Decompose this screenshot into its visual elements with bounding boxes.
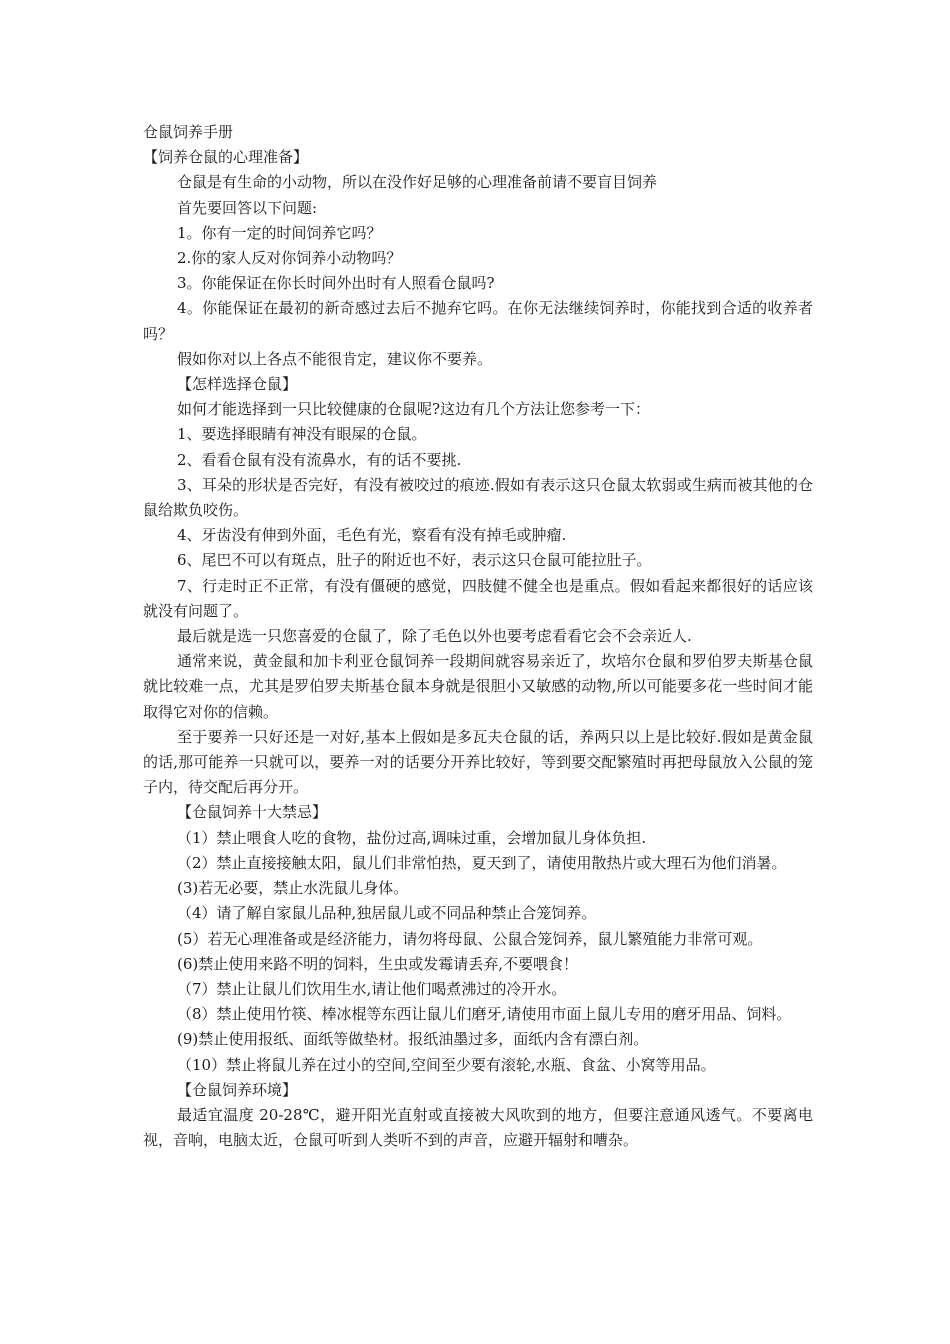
text-line: 如何才能选择到一只比较健康的仓鼠呢?这边有几个方法让您参考一下： [177,400,651,419]
text-line: 2、看看仓鼠有没有流鼻水，有的话不要挑. [177,450,462,469]
text-line: (9)禁止使用报纸、面纸等做垫材。报纸油墨过多，面纸内含有漂白剂。 [177,1030,649,1049]
paragraph: 4。你能保证在最初的新奇感过去后不抛弃它吗。在你无法继续饲养时，你能找到合适的收养者吗？ [143,299,813,343]
paragraph: 最适宜温度 20-28℃，避开阳光直射或直接被大风吹到的地方，但要注意通风透气。不要离电视，音响，电脑太近，仓鼠可听到人类听不到的声音，应避开辐射和嘈杂。 [143,1105,813,1150]
text-line: （7）禁止让鼠儿们饮用生水,请让他们喝煮沸过的冷开水。 [177,979,567,998]
document-body [143,120,813,1153]
text-line: 2.你的家人反对你饲养小动物吗？ [177,249,402,268]
paragraph: (5）若无心理准备或是经济能力，请勿将母鼠、公鼠合笼饲养，鼠儿繁殖能力非常可观。 [177,929,763,948]
text-line: （4）请了解自家鼠儿品种,独居鼠儿或不同品种禁止合笼饲养。 [177,904,597,923]
text-line: （10）禁止将鼠儿养在过小的空间,空间至少要有滚轮,水瓶、食盆、小窝等用品。 [177,1055,716,1074]
text-line: 仓鼠是有生命的小动物，所以在没作好足够的心理准备前请不要盲目饲养 [177,173,658,192]
text-line: 1、要选择眼睛有神没有眼屎的仓鼠。 [177,425,427,444]
text-line: 1。你有一定的时间饲养它吗？ [177,223,382,242]
text-line: 最后就是选一只您喜爱的仓鼠了，除了毛色以外也要考虑看看它会不会亲近人. [177,627,692,646]
paragraph: 3、耳朵的形状是否完好，有没有被咬过的痕迹.假如有表示这只仓鼠太软弱或生病而被其他的仓鼠给欺负咬伤。 [143,475,813,520]
text-line: 4、牙齿没有伸到外面，毛色有光，察看有没有掉毛或肿瘤. [177,526,567,545]
text-line: 首先要回答以下问题: [177,198,318,217]
text-line: 6、尾巴不可以有斑点，肚子的附近也不好，表示这只仓鼠可能拉肚子。 [177,551,652,570]
paragraph: 7、行走时正不正常，有没有僵硬的感觉，四肢健不健全也是重点。假如看起来都很好的话应该就没有问题了。 [143,576,813,620]
text-line: 3。你能保证在你长时间外出时有人照看仓鼠吗? [177,274,495,293]
paragraph: （8）禁止使用竹筷、棒冰棍等东西让鼠儿们磨牙,请使用市面上鼠儿专用的磨牙用品、饲料。 [177,1005,792,1024]
paragraph: 通常来说，黄金鼠和加卡利亚仓鼠饲养一段期间就容易亲近了，坎培尔仓鼠和罗伯罗夫斯基仓鼠就比较难一点，尤其是罗伯罗夫斯基仓鼠本身就是很胆小又敏感的动物,所以可能要多花一些时间才能取得它对你的信赖。 [143,652,813,721]
text-line: 【仓鼠饲养环境】 [177,1080,298,1099]
document-content [143,145,813,1153]
text-line: (6)禁止使用来路不明的饲料，生虫或发霉请丢弃,不要喂食！ [177,954,579,973]
paragraph: 至于要养一只好还是一对好,基本上假如是多瓦夫仓鼠的话，养两只以上是比较好.假如是黄金鼠的话,那可能养一只就可以，要养一对的话要分开养比较好，等到要交配繁殖时再把母鼠放入公鼠的笼子内，待交配后再分开。 [143,727,813,797]
text-line: (3)若无必要，禁止水洗鼠儿身体。 [177,879,409,898]
section-heading: 【饲养仓鼠的心理准备】 [143,148,309,167]
text-line: 【怎样选择仓鼠】 [177,375,298,394]
text-line: 【仓鼠饲养十大禁忌】 [177,803,328,822]
text-line: 假如你对以上各点不能很肯定，建议你不要养。 [177,349,493,368]
document-title: 仓鼠饲养手册 [143,123,234,141]
paragraph: （2）禁止直接接触太阳，鼠儿们非常怕热，夏天到了，请使用散热片或大理石为他们消暑。 [177,853,787,872]
text-line: （1）禁止喂食人吃的食物，盐份过高,调味过重，会增加鼠儿身体负担. [177,828,647,847]
